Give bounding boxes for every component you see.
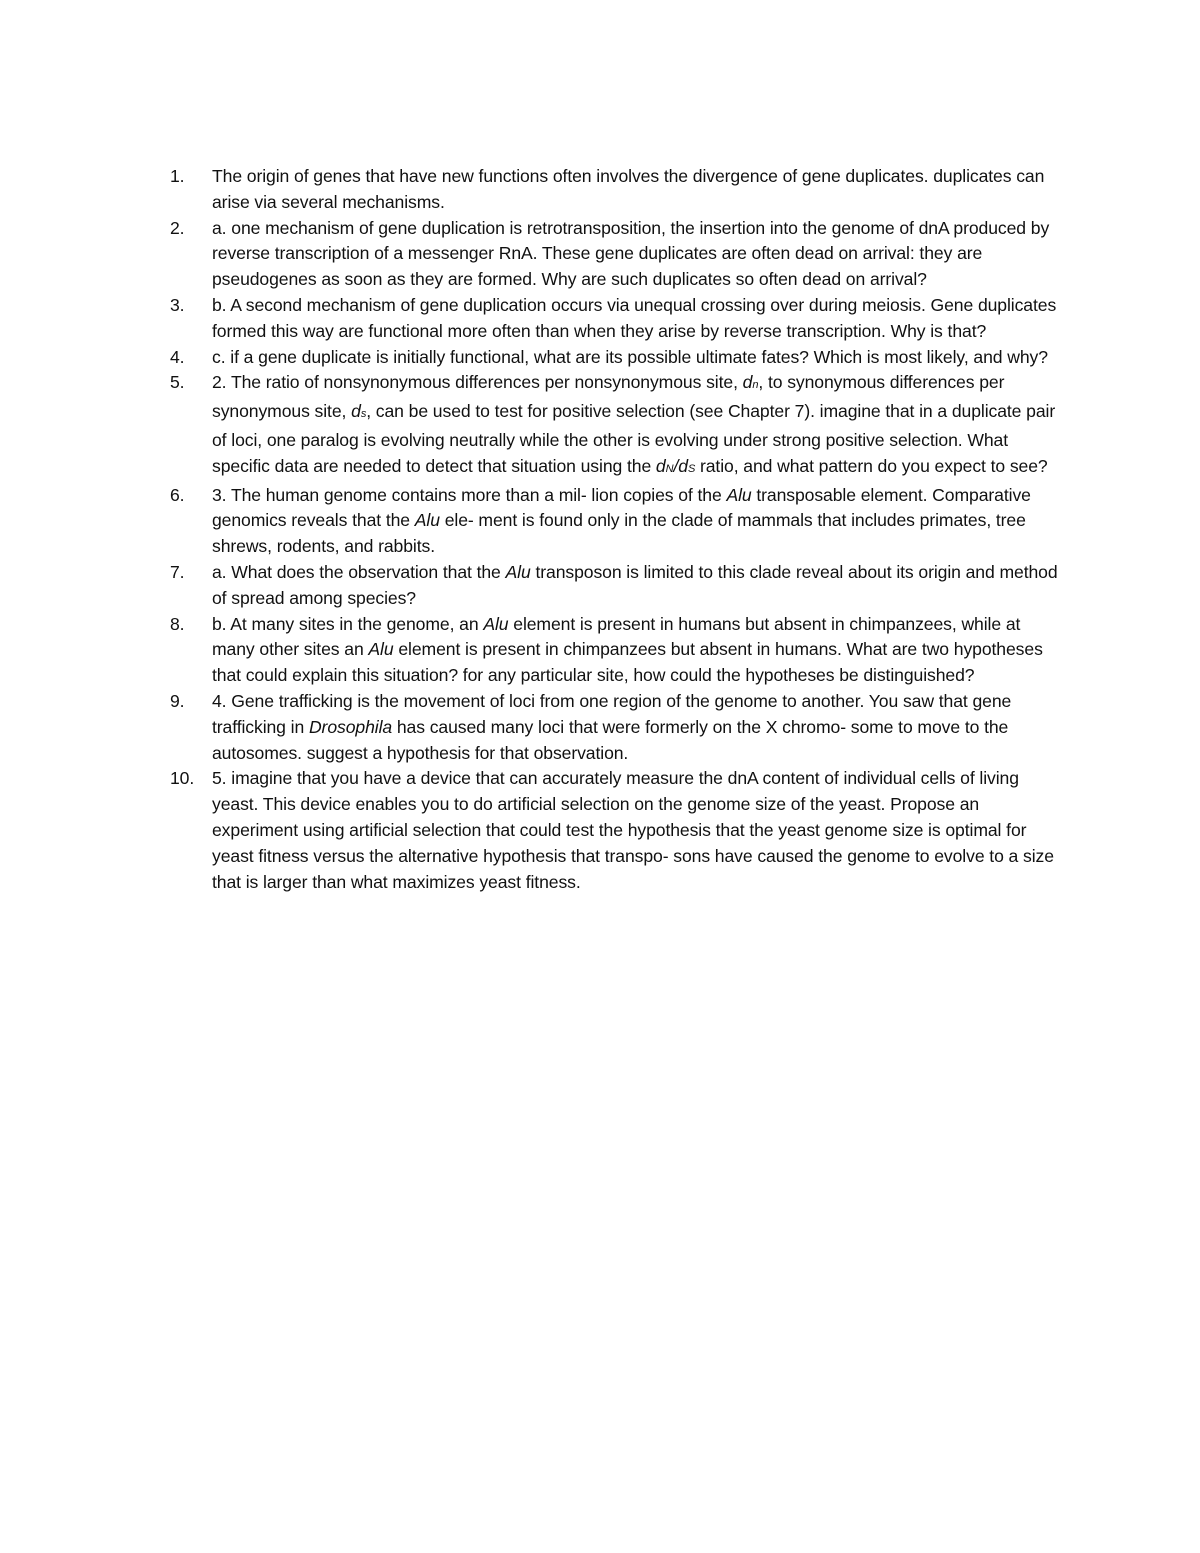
italic-text: d [351,401,361,422]
italic-text: Alu [414,510,440,531]
list-item [170,483,1060,560]
italic-text: Alu [368,639,394,660]
italic-text: d [655,455,666,476]
text-run: ele- ment is found only in the clade of mammals that includes primates, tree shrews, rodents, and rabbits. [212,510,1026,557]
item-number: 9. [170,690,185,711]
item-text [212,612,1060,689]
item-text [212,370,1060,482]
text-run: 4. Gene trafficking is the movement of loci from one region of the genome to another. You saw that gene trafficking in [212,690,1012,737]
text-run: b. At many sites in the genome, an [212,613,484,634]
item-text [212,216,1060,293]
text-run: element is present in chimpanzees but absent in humans. What are two hypotheses that could explain this situation? for any particular site, how could the hypotheses be distinguished? [212,639,1043,686]
text-run: has caused many loci that were formerly on the X chromo- some to move to the autosomes. suggest a hypothesis for that observation. [212,716,1009,763]
italic-text: / [673,455,679,476]
item-number: 4. [170,346,185,367]
item-number: 1. [170,166,185,186]
text-run: c. if a gene duplicate is initially functional, what are its possible ultimate fates? Which is most likely, and why? [212,346,1048,367]
subscript-text: s [360,408,367,421]
text-run: a. one mechanism of gene duplication is retrotransposition, the insertion into the genome of dnA produced by reverse transcription of a messenger RnA. These gene duplicates are often dead on arrival: they are pseudogenes as soon as they are formed. Why are such duplicates so often dead on arrival? [212,217,1050,290]
item-number: 2. [170,217,185,238]
item-text [212,483,1060,560]
item-text [212,164,1060,216]
list-item [170,345,1060,371]
list-item [170,560,1060,612]
item-number: 8. [170,613,185,634]
text-run: transposon is limited to this clade reveal about its origin and method of spread among species? [212,561,1058,608]
question-list [170,164,1060,895]
text-run: a. What does the observation that the [212,561,506,582]
list-item [170,164,1060,216]
text-run: , can be used to test for positive selection (see Chapter 7). imagine that in a duplicate pair of loci, one paralog is evolving neutrally while the other is evolving under strong positive selection. What specific data are needed to detect that situation using the [212,401,1056,476]
item-number: 5. [170,372,185,393]
text-run: 5. imagine that you have a device that can accurately measure the dnA content of individual cells of living yeast. This device enables you to do artificial selection on the genome size of the yeast. Propose an experiment using artificial selection that could test the hypothesis that the yeast genome size is optimal for yeast fitness versus the alternative hypothesis that transpo- sons have caused the genome to evolve to a size that is larger than what maximizes yeast fitness. [212,768,1054,892]
subscript-text: S [687,462,696,475]
italic-text: d [678,455,688,476]
italic-text: Alu [505,561,531,582]
list-item [170,689,1060,766]
list-item [170,216,1060,293]
item-text [212,345,1060,371]
italic-text: d [742,372,753,393]
item-number: 10. [170,768,195,789]
text-run: ratio, and what pattern do you expect to see? [695,455,1048,476]
item-number: 6. [170,484,185,505]
list-item [170,370,1060,482]
italic-text: Drosophila [308,716,393,737]
item-text [212,560,1060,612]
list-item [170,293,1060,345]
italic-text: Alu [726,484,752,505]
item-text [212,766,1060,895]
text-run: , to synonymous differences per synonymous site, [212,372,1005,422]
subscript-text: N [665,462,674,475]
text-run: The origin of genes that have new functions often involves the divergence of gene duplicates. duplicates can arise via several mechanisms. [212,166,1045,212]
item-text [212,293,1060,345]
list-item [170,612,1060,689]
item-number: 7. [170,561,185,582]
text-run: element is present in humans but absent in chimpanzees, while at many other sites an [212,613,1021,660]
subscript-text: n [752,379,759,392]
text-run: 2. The ratio of nonsynonymous differences per nonsynonymous site, [212,372,743,393]
text-run: b. A second mechanism of gene duplication occurs via unequal crossing over during meiosis. Gene duplicates formed this way are functional more often than when they arise by reverse transcription. Why is that? [212,294,1057,341]
text-run: transposable element. Comparative genomics reveals that the [212,484,1031,531]
text-run: 3. The human genome contains more than a mil- lion copies of the [212,484,727,505]
item-number: 3. [170,294,185,315]
italic-text: Alu [483,613,509,634]
list-item [170,766,1060,895]
item-text [212,689,1060,766]
